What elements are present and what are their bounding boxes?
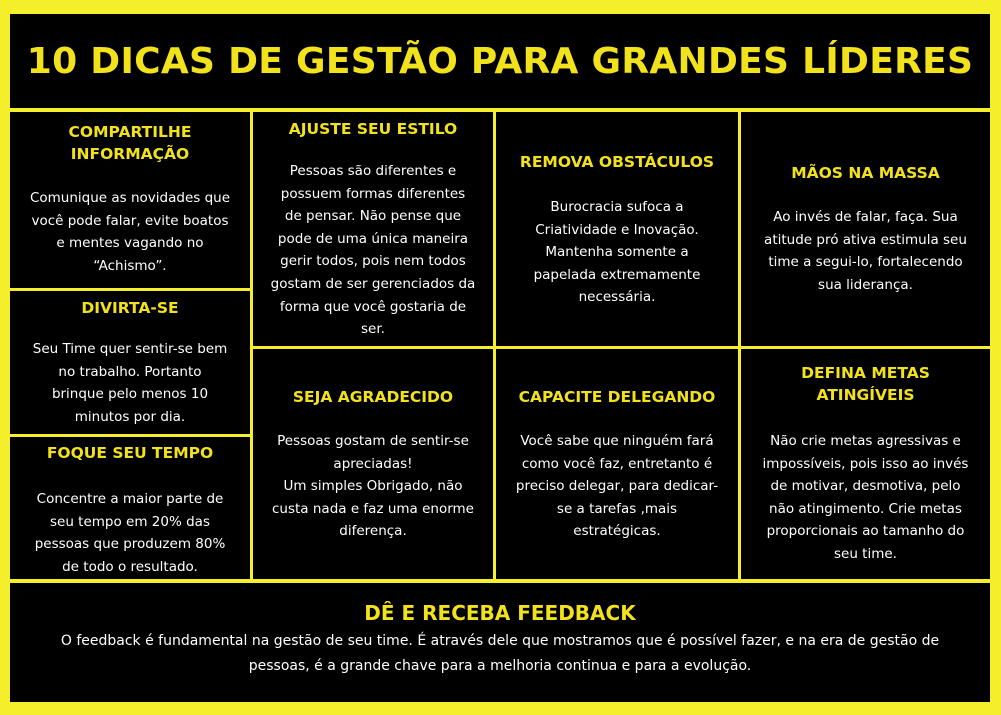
feedback-panel — [10, 583, 990, 702]
tip-title: SEJA AGRADECIDO — [292, 388, 454, 406]
tip-text: Concentre a maior parte de seu tempo em 20% das pessoas que produzem 80% de todo o resultado. — [34, 491, 226, 575]
tip-text: Pessoas gostam de sentir-se apreciadas! Um simples Obrigado, não custa nada e faz uma enorme diferença. — [272, 433, 474, 540]
tip-text: Não crie metas agressivas e impossíveis, pois isso ao invés de motivar, desmotiva, pelo não atingimento. Crie metas proporcionais ao tamanho do seu time. — [762, 433, 969, 562]
tip-ajuste — [253, 112, 493, 346]
tip-text: Burocracia sufoca a Criatividade e Inovação. Mantenha somente a papelada extremamente necessária. — [533, 199, 701, 306]
tip-title: DEFINA METAS ATINGÍVEIS — [801, 364, 930, 404]
tip-remova — [496, 112, 738, 346]
page-title: 10 DICAS DE GESTÃO PARA GRANDES LÍDERES — [26, 40, 974, 82]
tip-title: COMPARTILHE INFORMAÇÃO — [68, 123, 192, 163]
title-banner — [10, 14, 990, 108]
tip-divirta — [10, 291, 250, 434]
feedback-text: O feedback é fundamental na gestão de seu time. É através dele que mostramos que é possível fazer, e na era de gestão de pessoas, é a grande chave para a melhoria continua e para a evolução. — [60, 633, 940, 674]
tip-text: Pessoas são diferentes e possuem formas diferentes de pensar. Não pense que pode de uma única maneira gerir todos, pois nem todos gostam de ser gerenciados da forma que você gostaria de ser. — [270, 163, 476, 338]
tip-title: DIVIRTA-SE — [81, 299, 179, 317]
tip-title: FOQUE SEU TEMPO — [46, 444, 214, 462]
tip-seja — [253, 349, 493, 579]
tip-maos — [741, 112, 990, 346]
tip-title: AJUSTE SEU ESTILO — [288, 120, 458, 138]
tip-text: Comunique as novidades que você pode falar, evite boatos e mentes vagando no “Achismo”. — [29, 190, 231, 274]
tip-text: Você sabe que ninguém fará como você faz, entretanto é preciso delegar, para dedicar- se a tarefas ,mais estratégicas. — [515, 433, 719, 540]
feedback-title: DÊ E RECEBA FEEDBACK — [364, 601, 636, 625]
tip-defina — [741, 349, 990, 579]
tip-title: CAPACITE DELEGANDO — [518, 388, 716, 406]
tip-text: Ao invés de falar, faça. Sua atitude pró ativa estimula seu time a segui-lo, fortalecendo sua liderança. — [764, 209, 967, 293]
tip-text: Seu Time quer sentir-se bem no trabalho. Portanto brinque pelo menos 10 minutos por dia. — [32, 341, 228, 425]
tip-title: REMOVA OBSTÁCULOS — [519, 153, 715, 171]
tip-foque — [10, 437, 250, 579]
tip-capacite — [496, 349, 738, 579]
tip-title: MÃOS NA MASSA — [791, 164, 940, 182]
tip-compartilhe — [10, 112, 250, 288]
